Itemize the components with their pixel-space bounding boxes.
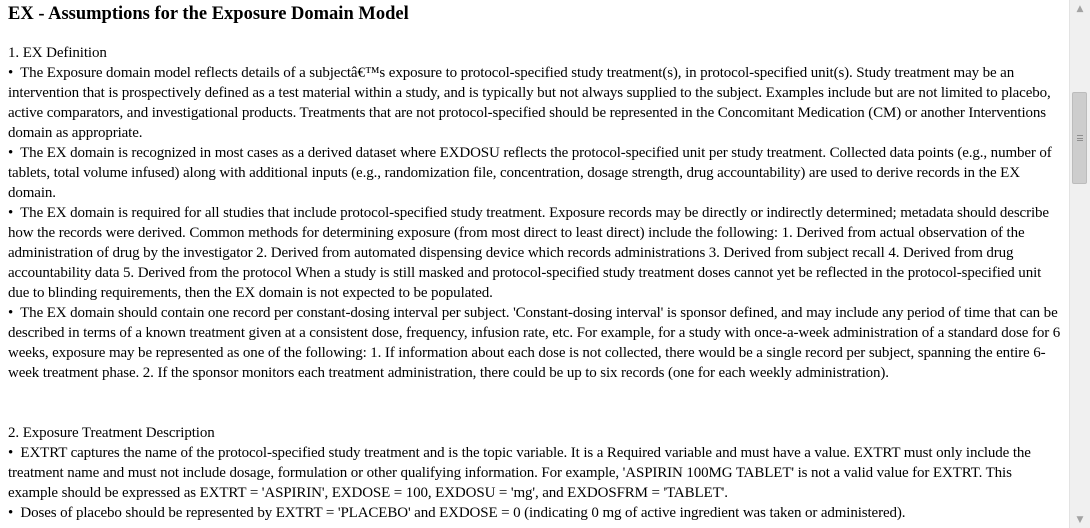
bullet-text: The EX domain is recognized in most cases as a derived dataset where EXDOSU reflects the protocol-specified unit per study treatment. Collected data points (e.g., number of tablets, total volume infused) along with additional inputs (e.g., randomization file, concentration, dosage strength, drug accountability) are used to derive records in the EX domain.	[8, 145, 1052, 201]
bullet-item	[8, 203, 1063, 303]
scroll-down-arrow-icon[interactable]: ▼	[1076, 514, 1084, 525]
vertical-scrollbar[interactable]	[1069, 0, 1090, 528]
bullet-icon: •	[8, 65, 14, 81]
bullet-icon: •	[8, 305, 14, 321]
scroll-up-arrow-icon[interactable]: ▲	[1076, 3, 1084, 14]
bullet-item	[8, 503, 1063, 523]
bullet-text: The EX domain is required for all studies that include protocol-specified study treatment. Exposure records may be directly or indirectly determined; metadata should describe how the records were derived. Common methods for determining exposure (from most direct to least direct) include the following: 1. Derived from actual observation of the administration of drug by the investigator 2. Derived from automated dispensing device which records administrations 3. Derived from subject recall 4. Derived from drug accountability data 5. Derived from the protocol When a study is still masked and protocol-specified study treatment doses cannot yet be reflected in the protocol-specified unit due to blinding requirements, then the EX domain is not expected to be populated.	[8, 205, 1049, 301]
bullet-icon: •	[8, 145, 14, 161]
bullet-item	[8, 303, 1063, 383]
bullet-icon: •	[8, 505, 14, 521]
grip-icon	[1077, 135, 1083, 141]
section-ex-definition	[8, 43, 1063, 383]
bullet-text: Doses of placebo should be represented by EXTRT = 'PLACEBO' and EXDOSE = 0 (indicating 0 mg of active ingredient was taken or administered).	[20, 505, 906, 521]
section-heading: 1. EX Definition	[8, 45, 107, 61]
bullet-item	[8, 443, 1063, 503]
bullet-text: EXTRT captures the name of the protocol-specified study treatment and is the topic variable. It is a Required variable and must have a value. EXTRT must only include the treatment name and must not include dosage, formulation or other qualifying information. For example, 'ASPIRIN 100MG TABLET' is not a valid value for EXTRT. This example should be expressed as EXTRT = 'ASPIRIN', EXDOSE = 100, EXDOSU = 'mg', and EXDOSFRM = 'TABLET'.	[8, 445, 1031, 501]
bullet-item	[8, 143, 1063, 203]
page-title: EX - Assumptions for the Exposure Domain Model	[8, 4, 409, 24]
bullet-item	[8, 63, 1063, 143]
bullet-icon: •	[8, 205, 14, 221]
scroll-thumb[interactable]	[1072, 92, 1087, 184]
document-content	[8, 0, 1063, 528]
bullet-text: The Exposure domain model reflects details of a subjectâ€™s exposure to protocol-specified study treatment(s), in protocol-specified unit(s). Study treatment may be an intervention that is prospectively defined as a test material within a study, and is typically but not always supplied to the subject. Examples include but are not limited to placebo, active comparators, and investigational products. Treatments that are not protocol-specified should be represented in the Concomitant Medication (CM) or another Interventions domain as appropriate.	[8, 65, 1051, 141]
section-heading: 2. Exposure Treatment Description	[8, 425, 215, 441]
bullet-text: The EX domain should contain one record per constant-dosing interval per subject. 'Constant-dosing interval' is sponsor defined, and may include any period of time that can be described in terms of a known treatment given at a consistent dose, frequency, infusion rate, etc. For example, for a study with once-a-week administration of a standard dose for 6 weeks, exposure may be represented as one of the following: 1. If information about each dose is not collected, there would be a single record per subject, spanning the entire 6-week treatment phase. 2. If the sponsor monitors each treatment administration, there could be up to six records (one for each weekly administration).	[8, 305, 1061, 381]
section-exposure-treatment-description	[8, 423, 1063, 523]
bullet-icon: •	[8, 445, 14, 461]
